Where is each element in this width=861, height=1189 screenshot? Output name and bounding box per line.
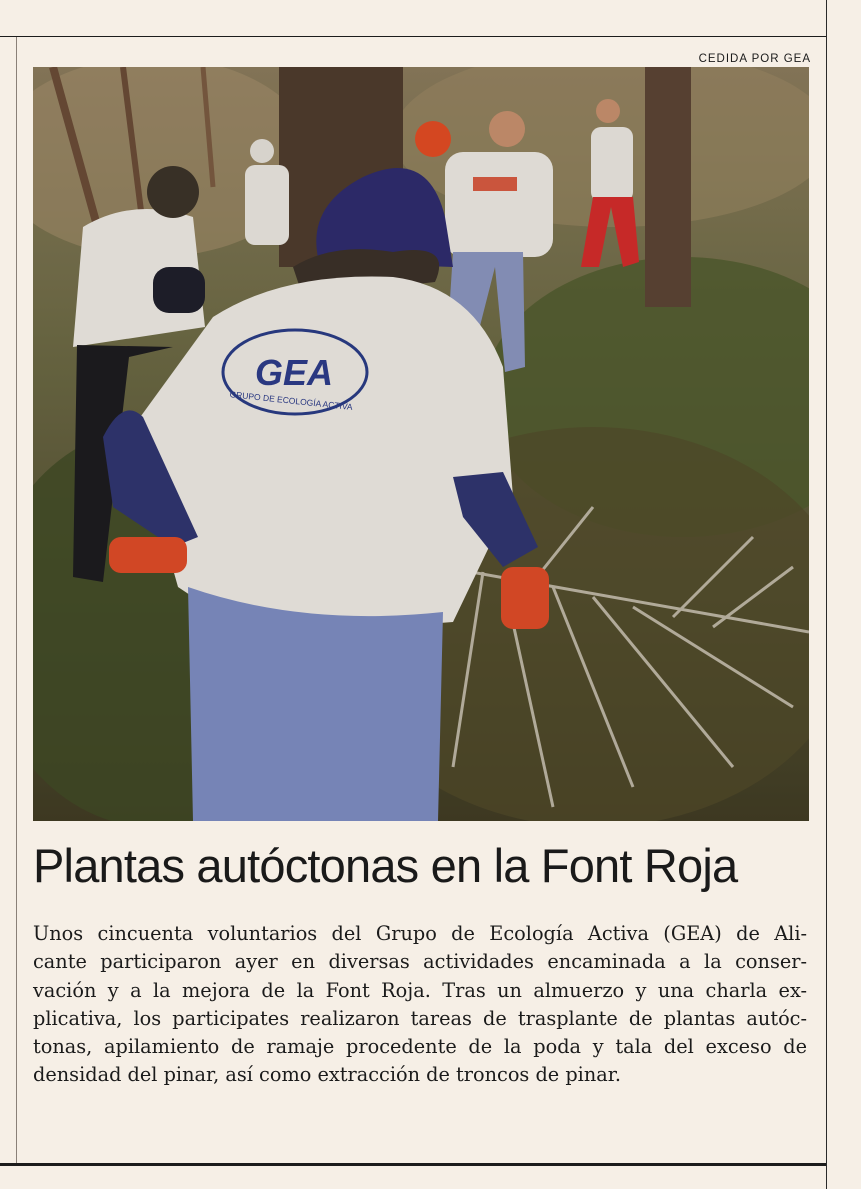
body-line: vación y a la mejora de la Font Roja. Tras un almuerzo y una charla ex- [33,978,807,1002]
shirt-logo-caption: GRUPO DE ECOLOGÍA ACTIVA [229,389,354,413]
left-column-rule [16,37,17,1165]
body-line-last: densidad del pinar, así como extracción de troncos de pinar. [33,1063,621,1087]
body-line: Unos cincuenta voluntarios del Grupo de Ecología Activa (GEA) de Ali- [33,922,807,945]
shirt-logo-text: GEA [255,352,334,393]
article-headline: Plantas autóctonas en la Font Roja [33,839,738,892]
article-body [33,920,807,1090]
body-line: plicativa, los participates realizaron tareas de trasplante de plantas autóc- [33,1006,807,1030]
right-column-rule [826,0,827,1189]
body-line: cante participaron ayer en diversas actividades encaminada a la conser- [33,950,807,974]
photo-credit: CEDIDA POR GEA [698,53,811,65]
news-photo [33,67,809,821]
body-line: tonas, apilamiento de ramaje procedente de la poda y tala del exceso de [33,1035,807,1059]
volunteers-photo-illustration [33,67,809,821]
top-rule [0,36,826,37]
bottom-rule [0,1163,826,1166]
